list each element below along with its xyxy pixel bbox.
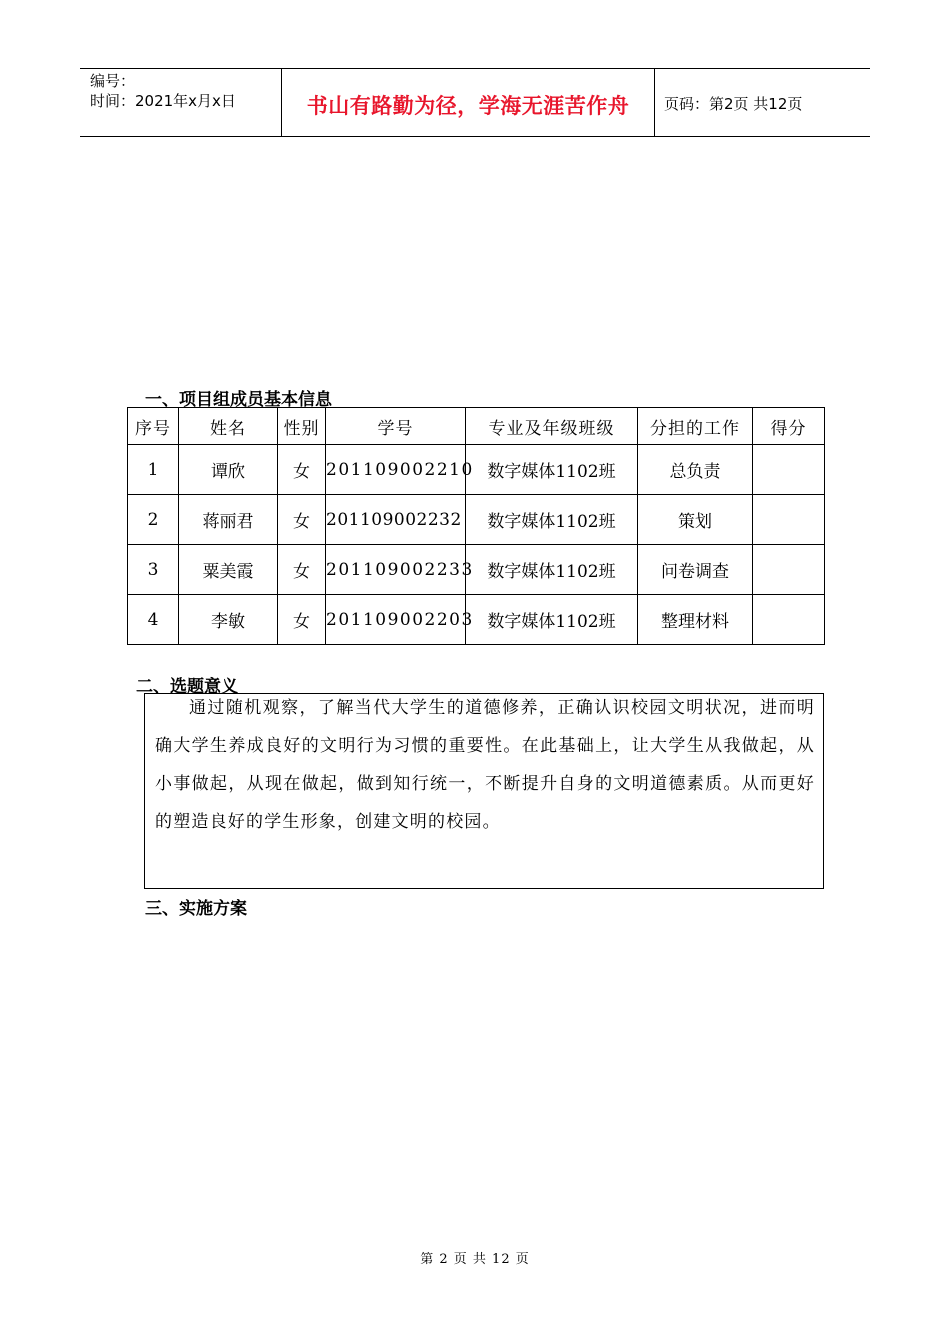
time-label: 时间：2021年x月x日 xyxy=(90,92,236,110)
cell-student-id: 201109002210 xyxy=(326,445,466,495)
cell-gender: 女 xyxy=(278,445,326,495)
column-header: 序号 xyxy=(128,408,179,445)
page-footer: 第 2 页 共 12 页 xyxy=(420,1252,530,1267)
cell-name: 粟美霞 xyxy=(179,545,278,595)
column-header: 专业及年级班级 xyxy=(466,408,638,445)
column-header: 性别 xyxy=(278,408,326,445)
table-row xyxy=(128,595,825,645)
column-header: 学号 xyxy=(326,408,466,445)
significance-box xyxy=(144,693,824,889)
section-title-members: 一、项目组成员基本信息 xyxy=(145,390,332,410)
cell-index: 3 xyxy=(128,545,179,595)
table-header-row xyxy=(128,408,825,445)
cell-index: 1 xyxy=(128,445,179,495)
cell-task: 策划 xyxy=(638,495,753,545)
cell-class: 数字媒体1102班 xyxy=(466,495,638,545)
cell-index: 4 xyxy=(128,595,179,645)
cell-gender: 女 xyxy=(278,495,326,545)
cell-class: 数字媒体1102班 xyxy=(466,595,638,645)
cell-index: 2 xyxy=(128,495,179,545)
cell-student-id: 201109002203 xyxy=(326,595,466,645)
table-row xyxy=(128,545,825,595)
cell-name: 蒋丽君 xyxy=(179,495,278,545)
cell-task: 总负责 xyxy=(638,445,753,495)
column-header: 姓名 xyxy=(179,408,278,445)
header-bottom-rule xyxy=(80,136,870,137)
cell-class: 数字媒体1102班 xyxy=(466,545,638,595)
table-row xyxy=(128,495,825,545)
cell-score xyxy=(753,445,825,495)
section-title-significance: 二、选题意义 xyxy=(136,677,238,697)
section-title-plan: 三、实施方案 xyxy=(145,899,247,919)
cell-task: 整理材料 xyxy=(638,595,753,645)
header-top-rule xyxy=(80,68,870,69)
number-label: 编号： xyxy=(90,72,136,90)
significance-text: 通过随机观察，了解当代大学生的道德修养，正确认识校园文明状况，进而明确大学生养成良好的文明行为习惯的重要性。在此基础上，让大学生从我做起，从小事做起，从现在做起，做到知行统一，不断提升自身的文明道德素质。从而更好的塑造良好的学生形象，创建文明的校园。 xyxy=(155,698,815,832)
cell-score xyxy=(753,495,825,545)
cell-task: 问卷调查 xyxy=(638,545,753,595)
column-header: 分担的工作 xyxy=(638,408,753,445)
header-meta xyxy=(90,71,236,111)
header-page-info: 页码：第2页 共12页 xyxy=(664,95,803,113)
cell-score xyxy=(753,545,825,595)
cell-class: 数字媒体1102班 xyxy=(466,445,638,495)
cell-name: 李敏 xyxy=(179,595,278,645)
cell-student-id: 201109002233 xyxy=(326,545,466,595)
column-header: 得分 xyxy=(753,408,825,445)
cell-gender: 女 xyxy=(278,595,326,645)
members-table xyxy=(127,407,825,645)
cell-student-id: 201109002232 xyxy=(326,495,466,545)
header-motto: 书山有路勤为径，学海无涯苦作舟 xyxy=(306,94,630,118)
cell-name: 谭欣 xyxy=(179,445,278,495)
table-row xyxy=(128,445,825,495)
cell-score xyxy=(753,595,825,645)
header-divider-right xyxy=(654,69,655,136)
cell-gender: 女 xyxy=(278,545,326,595)
